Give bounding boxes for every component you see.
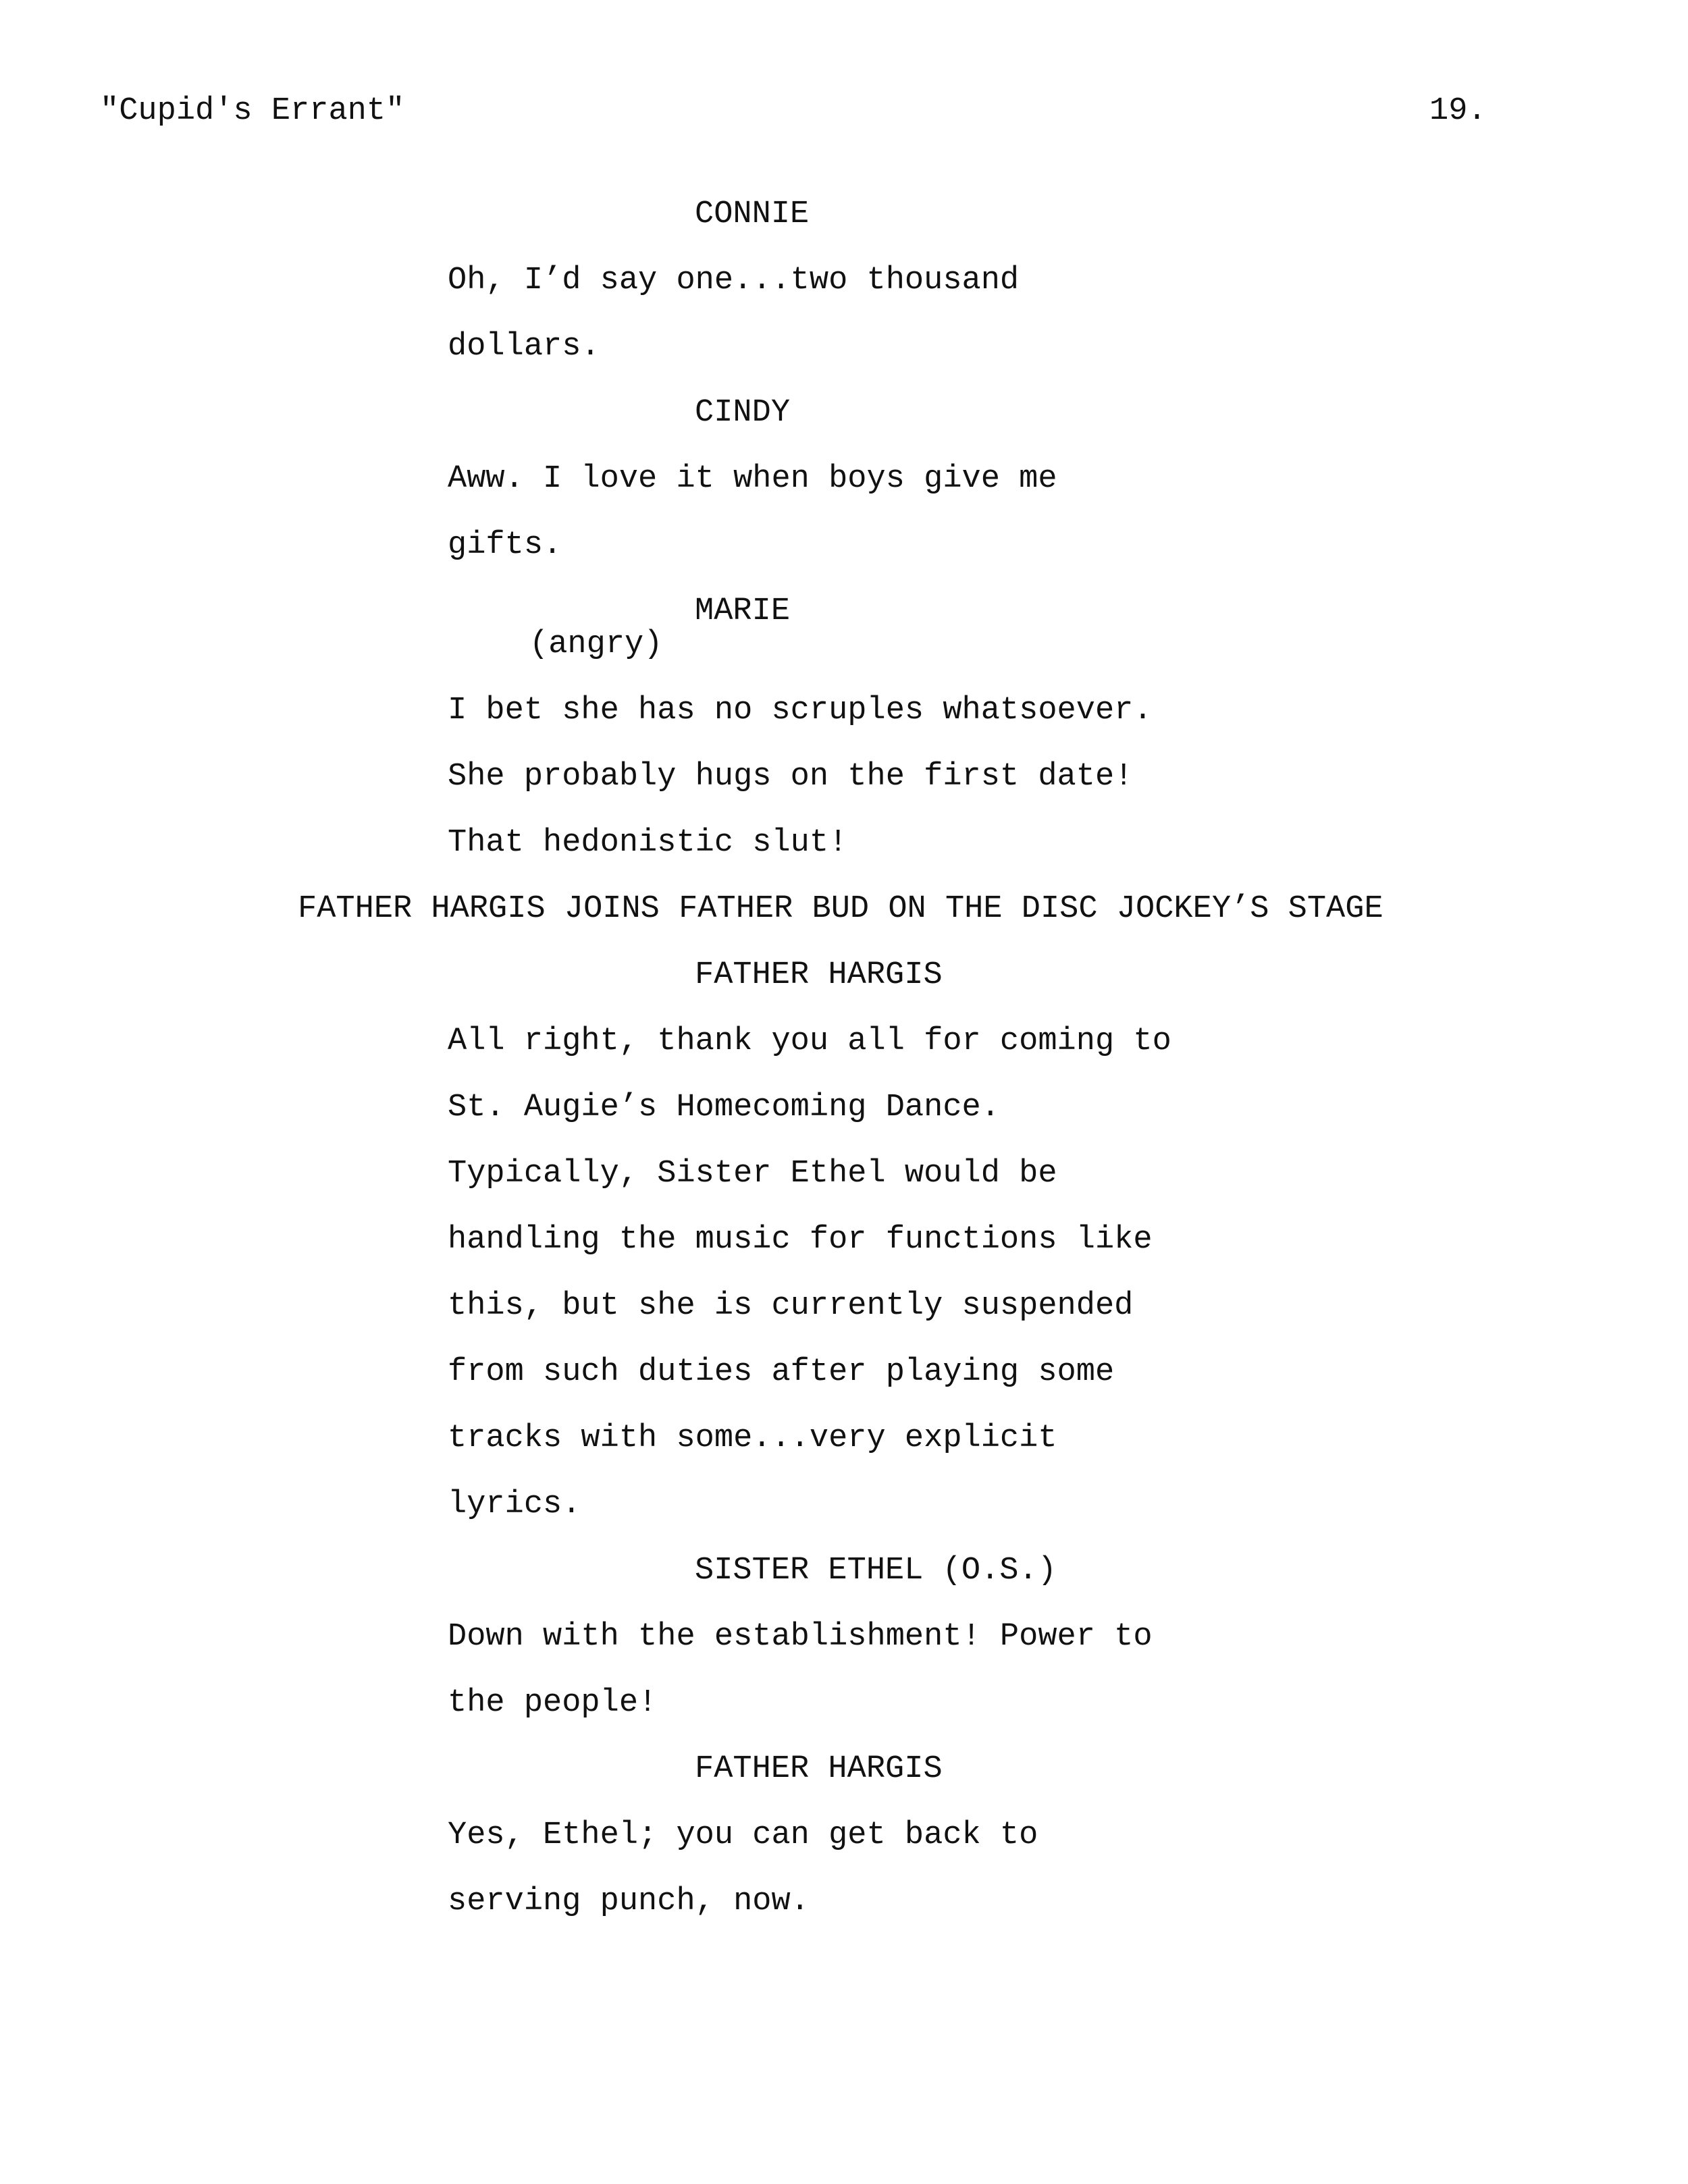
dialogue-line: That hedonistic slut! <box>448 825 848 861</box>
dialogue-line: lyrics. <box>448 1487 581 1522</box>
dialogue-line: Yes, Ethel; you can get back to <box>448 1817 1038 1853</box>
dialogue-line: dollars. <box>448 329 600 365</box>
script-title: "Cupid's Errant" <box>100 93 405 129</box>
dialogue-line: All right, thank you all for coming to <box>448 1023 1171 1059</box>
dialogue-line: Down with the establishment! Power to <box>448 1619 1153 1655</box>
action-line: FATHER HARGIS JOINS FATHER BUD ON THE DISC JOCKEY’S STAGE <box>298 891 1383 927</box>
dialogue-line: gifts. <box>448 527 562 563</box>
dialogue-line: handling the music for functions like <box>448 1222 1153 1258</box>
page-number: 19. <box>1429 93 1487 129</box>
character-name: CINDY <box>695 395 791 431</box>
dialogue-line: She probably hugs on the first date! <box>448 759 1134 795</box>
character-name: MARIE <box>695 593 791 629</box>
character-name: CONNIE <box>695 196 810 232</box>
dialogue-line: serving punch, now. <box>448 1884 810 1919</box>
character-name: FATHER HARGIS <box>695 1751 943 1787</box>
dialogue-line: this, but she is currently suspended <box>448 1288 1134 1324</box>
dialogue-line: Oh, I’d say one...two thousand <box>448 263 1020 298</box>
dialogue-line: Aww. I love it when boys give me <box>448 461 1057 497</box>
parenthetical: (angry) <box>529 627 663 662</box>
dialogue-line: I bet she has no scruples whatsoever. <box>448 693 1153 728</box>
dialogue-line: the people! <box>448 1685 658 1721</box>
dialogue-line: from such duties after playing some <box>448 1354 1115 1390</box>
dialogue-line: Typically, Sister Ethel would be <box>448 1156 1057 1192</box>
dialogue-line: tracks with some...very explicit <box>448 1420 1057 1456</box>
dialogue-line: St. Augie’s Homecoming Dance. <box>448 1090 1000 1125</box>
character-name: FATHER HARGIS <box>695 957 943 993</box>
character-name: SISTER ETHEL (O.S.) <box>695 1553 1057 1589</box>
